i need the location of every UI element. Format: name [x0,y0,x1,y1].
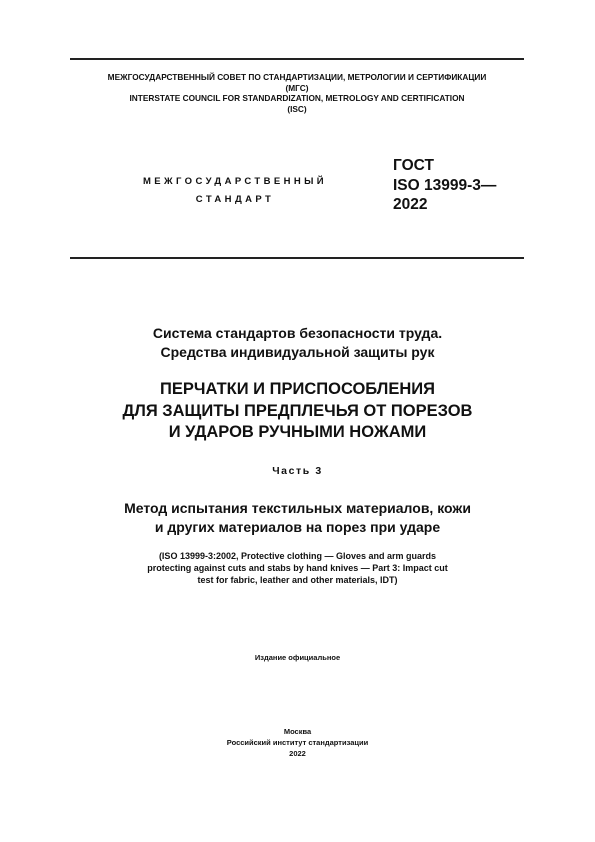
part-label: Часть 3 [272,465,323,477]
designation-line3: 2022 [393,196,428,213]
publication-year: 2022 [289,749,306,758]
publication-info [40,726,555,759]
standard-designation [393,156,496,215]
council-abbr-en: (ISC) [287,103,307,114]
main-title [40,379,555,444]
council-name-ru: МЕЖГОСУДАРСТВЕННЫЙ СОВЕТ ПО СТАНДАРТИЗАЦИИ, МЕТРОЛОГИИ И СЕРТИФИКАЦИИ [107,72,487,82]
middle-rule [70,257,524,259]
iso-reference-line1: (ISO 13999-3:2002, Protective clothing — Gloves and arm guards [158,551,437,561]
standard-type [110,173,360,209]
designation-line1: ГОСТ [393,157,434,174]
council-abbr-ru: (МГС) [285,82,309,93]
main-title-line2: ДЛЯ ЗАЩИТЫ ПРЕДПЛЕЧЬЯ ОТ ПОРЕЗОВ [122,401,473,420]
iso-reference-line3: test for fabric, leather and other materials, IDT) [197,575,398,585]
method-title-line2: и других материалов на порез при ударе [154,519,441,535]
iso-reference [40,550,555,586]
council-header [70,72,524,114]
method-title [40,499,555,537]
top-rule [70,58,524,60]
designation-line2: ISO 13999-3— [393,176,497,194]
method-title-line1: Метод испытания текстильных материалов, кожи [124,500,471,516]
main-title-line1: ПЕРЧАТКИ И ПРИСПОСОБЛЕНИЯ [160,380,435,398]
council-name-en: INTERSTATE COUNCIL FOR STANDARDIZATION, METROLOGY AND CERTIFICATION [129,93,465,103]
standard-type-line1: МЕЖГОСУДАРСТВЕННЫЙ [142,176,328,187]
publication-institute: Российский институт стандартизации [226,738,369,747]
main-title-line3: И УДАРОВ РУЧНЫМИ НОЖАМИ [168,423,427,441]
standard-type-line2: СТАНДАРТ [195,194,275,205]
system-title [40,324,555,362]
edition-note: Издание официальное [254,653,341,662]
system-title-line1: Система стандартов безопасности труда. [152,325,443,341]
publication-city: Москва [283,727,312,736]
iso-reference-line2: protecting against cuts and stabs by hand knives — Part 3: Impact cut [147,563,448,573]
system-title-line2: Средства индивидуальной защиты рук [160,344,435,360]
